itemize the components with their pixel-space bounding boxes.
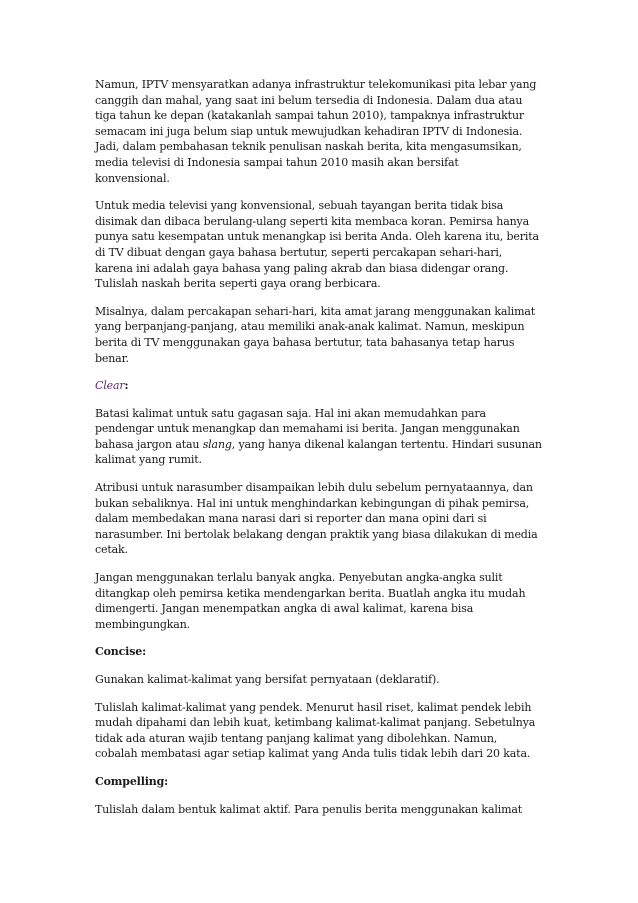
text-line: Jangan menggunakan terlalu banyak angka. Penyebutan angka-angka sulit (95, 571, 503, 585)
paragraph-declarative: Gunakan kalimat-kalimat yang bersifat pernyataan (deklaratif). (95, 673, 440, 686)
text-line: Misalnya, dalam percakapan sehari-hari, kita amat jarang menggunakan kalimat (95, 304, 536, 318)
paragraph-short-sentences (95, 700, 545, 762)
paragraph-iptv (95, 77, 545, 186)
text-line: Tulislah kalimat-kalimat yang pendek. Menurut hasil riset, kalimat pendek lebih (95, 700, 532, 714)
text-line: konvensional. (95, 171, 170, 185)
text-line: ditangkap oleh pemirsa ketika mendengarkan berita. Buatlah angka itu mudah (95, 586, 526, 600)
paragraph-one-idea (95, 406, 545, 468)
text-line: kalimat yang rumit. (95, 453, 202, 467)
text-line: Untuk media televisi yang konvensional, sebuah tayangan berita tidak bisa (95, 199, 504, 213)
text-line: Batasi kalimat untuk satu gagasan saja. Hal ini akan memudahkan para (95, 406, 486, 420)
paragraph-active-voice: Tulislah dalam bentuk kalimat aktif. Para penulis berita menggunakan kalimat (95, 802, 523, 816)
text-line: tiga tahun ke depan (katakanlah sampai tahun 2010), tampaknya infrastruktur (95, 109, 524, 123)
text-line: tidak ada aturan wajib tentang panjang kalimat yang dibolehkan. Namun, (95, 731, 498, 745)
paragraph-everyday-speech (95, 304, 545, 366)
document-body (95, 77, 545, 829)
text-line: punya satu kesempatan untuk menangkap isi berita Anda. Oleh karena itu, berita (95, 230, 539, 244)
text-line: semacam ini juga belum siap untuk mewujudkan kehadiran IPTV di Indonesia. (95, 124, 523, 138)
text-line: disimak dan dibaca berulang-ulang seperti kita membaca koran. Pemirsa hanya (95, 214, 530, 228)
heading-concise: Concise: (95, 645, 147, 659)
text-line: cobalah membatasi agar setiap kalimat yang Anda tulis tidak lebih dari 20 kata. (95, 747, 531, 761)
heading-clear (95, 378, 545, 394)
heading-clear-label: Clear (95, 379, 125, 393)
text-line: Atribusi untuk narasumber disampaikan lebih dulu sebelum pernyataannya, dan (95, 481, 533, 495)
text-line: pendengar untuk menangkap dan memahami isi berita. Jangan menggunakan (95, 422, 520, 436)
text-line: membingungkan. (95, 617, 190, 631)
text-line: dimengerti. Jangan menempatkan angka di awal kalimat, karena bisa (95, 602, 474, 616)
text-line: yang berpanjang-panjang, atau memiliki anak-anak kalimat. Namun, meskipun (95, 320, 525, 334)
text-line: canggih dan mahal, yang saat ini belum tersedia di Indonesia. Dalam dua atau (95, 93, 523, 107)
heading-compelling: Compelling: (95, 774, 169, 788)
text-line: narasumber. Ini bertolak belakang dengan praktik yang biasa dilakukan di media (95, 527, 538, 541)
text-fragment: bahasa jargon atau (95, 437, 203, 451)
heading-clear-colon: : (124, 379, 129, 393)
text-line: dalam membedakan mana narasi dari si reporter dan mana opini dari si (95, 512, 487, 526)
text-fragment: , yang hanya dikenal kalangan tertentu. Hindari susunan (231, 437, 542, 451)
paragraph-attribution (95, 480, 545, 558)
paragraph-tv-conventional (95, 198, 545, 292)
text-line: Jadi, dalam pembahasan teknik penulisan naskah berita, kita mengasumsikan, (95, 140, 522, 154)
text-line: bukan sebaliknya. Hal ini untuk menghindarkan kebingungan di pihak pemirsa, (95, 496, 530, 510)
text-italic-slang: slang (202, 437, 232, 451)
text-line: di TV dibuat dengan gaya bahasa bertutur, seperti percakapan sehari-hari, (95, 245, 503, 259)
text-line: media televisi di Indonesia sampai tahun 2010 masih akan bersifat (95, 155, 459, 169)
text-line: Tulislah naskah berita seperti gaya orang berbicara. (95, 277, 381, 291)
paragraph-numbers (95, 570, 545, 632)
text-line: mudah dipahami dan lebih kuat, ketimbang kalimat-kalimat panjang. Sebetulnya (95, 716, 536, 730)
text-line: berita di TV menggunakan gaya bahasa bertutur, tata bahasanya tetap harus (95, 335, 515, 349)
text-line: cetak. (95, 543, 128, 557)
text-line: karena ini adalah gaya bahasa yang paling akrab dan biasa didengar orang. (95, 261, 509, 275)
text-line (95, 437, 545, 453)
text-line: benar. (95, 351, 129, 365)
text-line: Namun, IPTV mensyaratkan adanya infrastruktur telekomunikasi pita lebar yang (95, 78, 537, 91)
